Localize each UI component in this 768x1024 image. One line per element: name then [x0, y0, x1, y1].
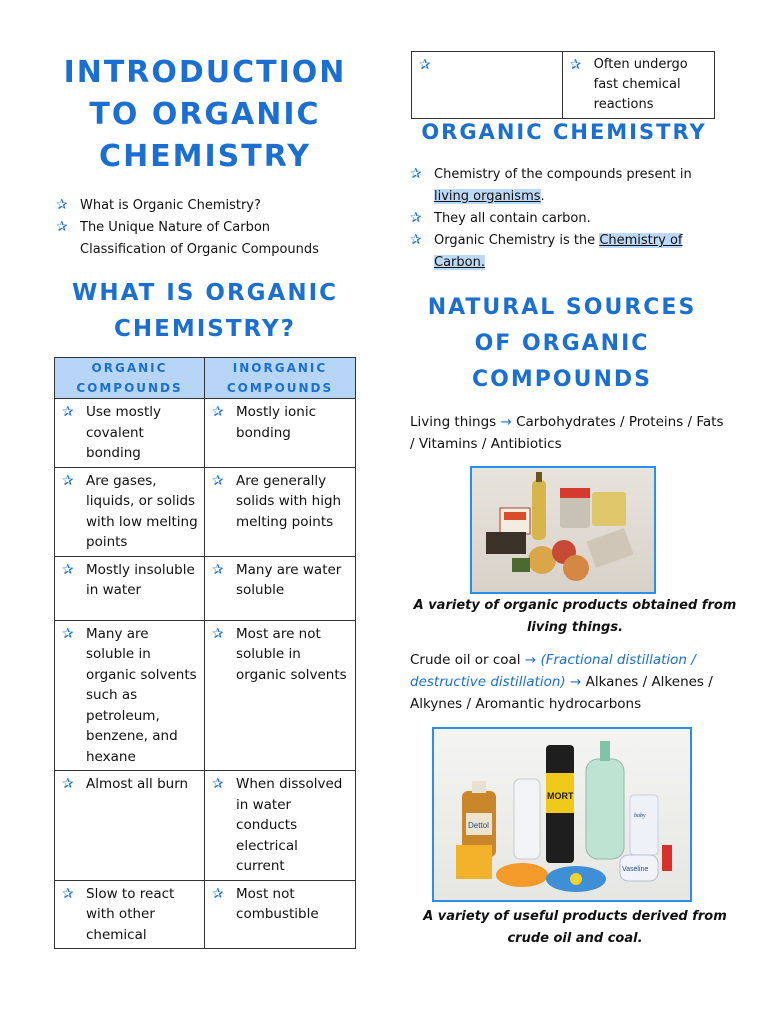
column-header-inorganic: INORGANIC COMPOUNDS — [205, 358, 356, 399]
main-title-line: CHEMISTRY — [99, 139, 311, 174]
star-icon: ✰ — [62, 561, 74, 578]
crude-oil-products-photo — [432, 727, 692, 902]
table-cell: ✰ Mostly ionic bonding — [205, 399, 356, 468]
table-row — [55, 880, 356, 949]
table-cell: ✰ Are generally solids with high melting points — [205, 467, 356, 556]
table-cell: ✰ Mostly insoluble in water — [55, 556, 205, 620]
caption-crude-oil: A variety of useful products derived from crude oil and coal. — [423, 909, 727, 946]
table-cell: ✰ Are gases, liquids, or solids with low melting points — [55, 467, 205, 556]
star-icon: ✰ — [212, 404, 224, 420]
intro-bullet-list — [56, 195, 366, 261]
list-item: ✰ Chemistry of the compounds present in living organisms. — [410, 166, 692, 204]
natural-title-line: COMPOUNDS — [472, 367, 652, 392]
table-cell: ✰ Use mostly covalent bonding — [55, 399, 205, 468]
caption-living-things: A variety of organic products obtained from living things. — [413, 598, 737, 635]
column-header-organic: ORGANIC COMPOUNDS — [55, 358, 205, 399]
table-cell: ✰ Often undergo fast chemical reactions — [562, 52, 714, 119]
star-icon: ✰ — [212, 885, 224, 902]
vaseline-label: Vaseline — [622, 866, 649, 873]
star-icon: ✰ — [410, 166, 422, 182]
comparison-table — [54, 357, 356, 949]
right-column — [384, 0, 768, 1024]
arrow-right-icon: → — [500, 414, 512, 430]
section-title-line: CHEMISTRY? — [114, 316, 296, 342]
star-icon: ✰ — [410, 232, 422, 248]
living-things-paragraph: Living things → Carbohydrates / Proteins / Fats / Vitamins / Antibiotics — [410, 414, 724, 452]
mort-label: MORT — [547, 791, 574, 801]
list-item: ✰ The Unique Nature of Carbon Classification of Organic Compounds — [56, 219, 319, 257]
table-cell: ✰ Most not combustible — [205, 880, 356, 949]
main-title — [0, 52, 410, 178]
table-row — [55, 467, 356, 556]
table-row — [55, 399, 356, 468]
main-title-line: TO ORGANIC — [89, 97, 321, 132]
organic-products-photo — [470, 466, 656, 594]
highlight-living-organisms: living organisms — [434, 189, 541, 204]
table-cell: ✰ Many are soluble in organic solvents such as petroleum, benzene, and hexane — [55, 620, 205, 771]
table-header-row — [55, 358, 356, 399]
table-row — [55, 620, 356, 771]
section-title-line: WHAT IS ORGANIC — [71, 280, 339, 306]
section-title — [0, 275, 410, 347]
star-icon: ✰ — [410, 210, 422, 226]
star-icon: ✰ — [56, 197, 68, 213]
star-icon: ✰ — [62, 885, 74, 902]
star-icon: ✰ — [62, 776, 74, 792]
star-icon: ✰ — [569, 57, 582, 73]
organic-products-illustration — [472, 468, 654, 592]
dettol-label: Dettol — [468, 821, 489, 830]
table-cell: ✰ Most are not soluble in organic solvents — [205, 620, 356, 771]
organic-chemistry-title: ORGANIC CHEMISTRY — [421, 120, 707, 144]
natural-title-line: OF ORGANIC — [474, 331, 650, 356]
table-cell: ✰ Many are water soluble — [205, 556, 356, 620]
baby-label: baby — [634, 813, 646, 819]
list-item: ✰ What is Organic Chemistry? — [56, 197, 261, 213]
list-item: ✰ Organic Chemistry is the Chemistry of Carbon. — [410, 232, 683, 270]
crude-oil-paragraph: Crude oil or coal → (Fractional distillation / destructive distillation) → Alkanes / Alkenes / Alkynes / Aromantic hydrocarbons — [410, 652, 713, 712]
table-cell — [412, 52, 563, 119]
organic-bullet-list — [410, 164, 730, 274]
natural-title-line: NATURAL SOURCES — [427, 295, 697, 320]
star-icon: ✰ — [212, 561, 224, 578]
star-icon: ✰ — [62, 625, 74, 642]
star-icon: ✰ — [419, 57, 431, 73]
arrow-right-icon: → — [524, 652, 537, 668]
table-cell: ✰ Slow to react with other chemical — [55, 880, 205, 949]
highlight-chemistry-of-carbon: Chemistry of Carbon. — [434, 233, 683, 270]
star-icon: ✰ — [62, 404, 74, 420]
table-row — [55, 556, 356, 620]
natural-sources-title — [384, 290, 740, 398]
table-cell: ✰ When dissolved in water conducts electrical current — [205, 771, 356, 881]
main-title-line: INTRODUCTION — [63, 55, 347, 90]
arrow-right-icon: → — [569, 674, 582, 690]
continued-table — [411, 51, 715, 119]
table-cell: ✰ Almost all burn — [55, 771, 205, 881]
table-row — [412, 52, 715, 119]
list-item: ✰ They all contain carbon. — [410, 210, 591, 226]
star-icon: ✰ — [56, 219, 68, 235]
table-row — [55, 771, 356, 881]
star-icon: ✰ — [212, 472, 224, 489]
crude-oil-products-illustration — [434, 729, 690, 900]
star-icon: ✰ — [62, 472, 74, 489]
star-icon: ✰ — [212, 625, 224, 642]
star-icon: ✰ — [212, 776, 224, 792]
